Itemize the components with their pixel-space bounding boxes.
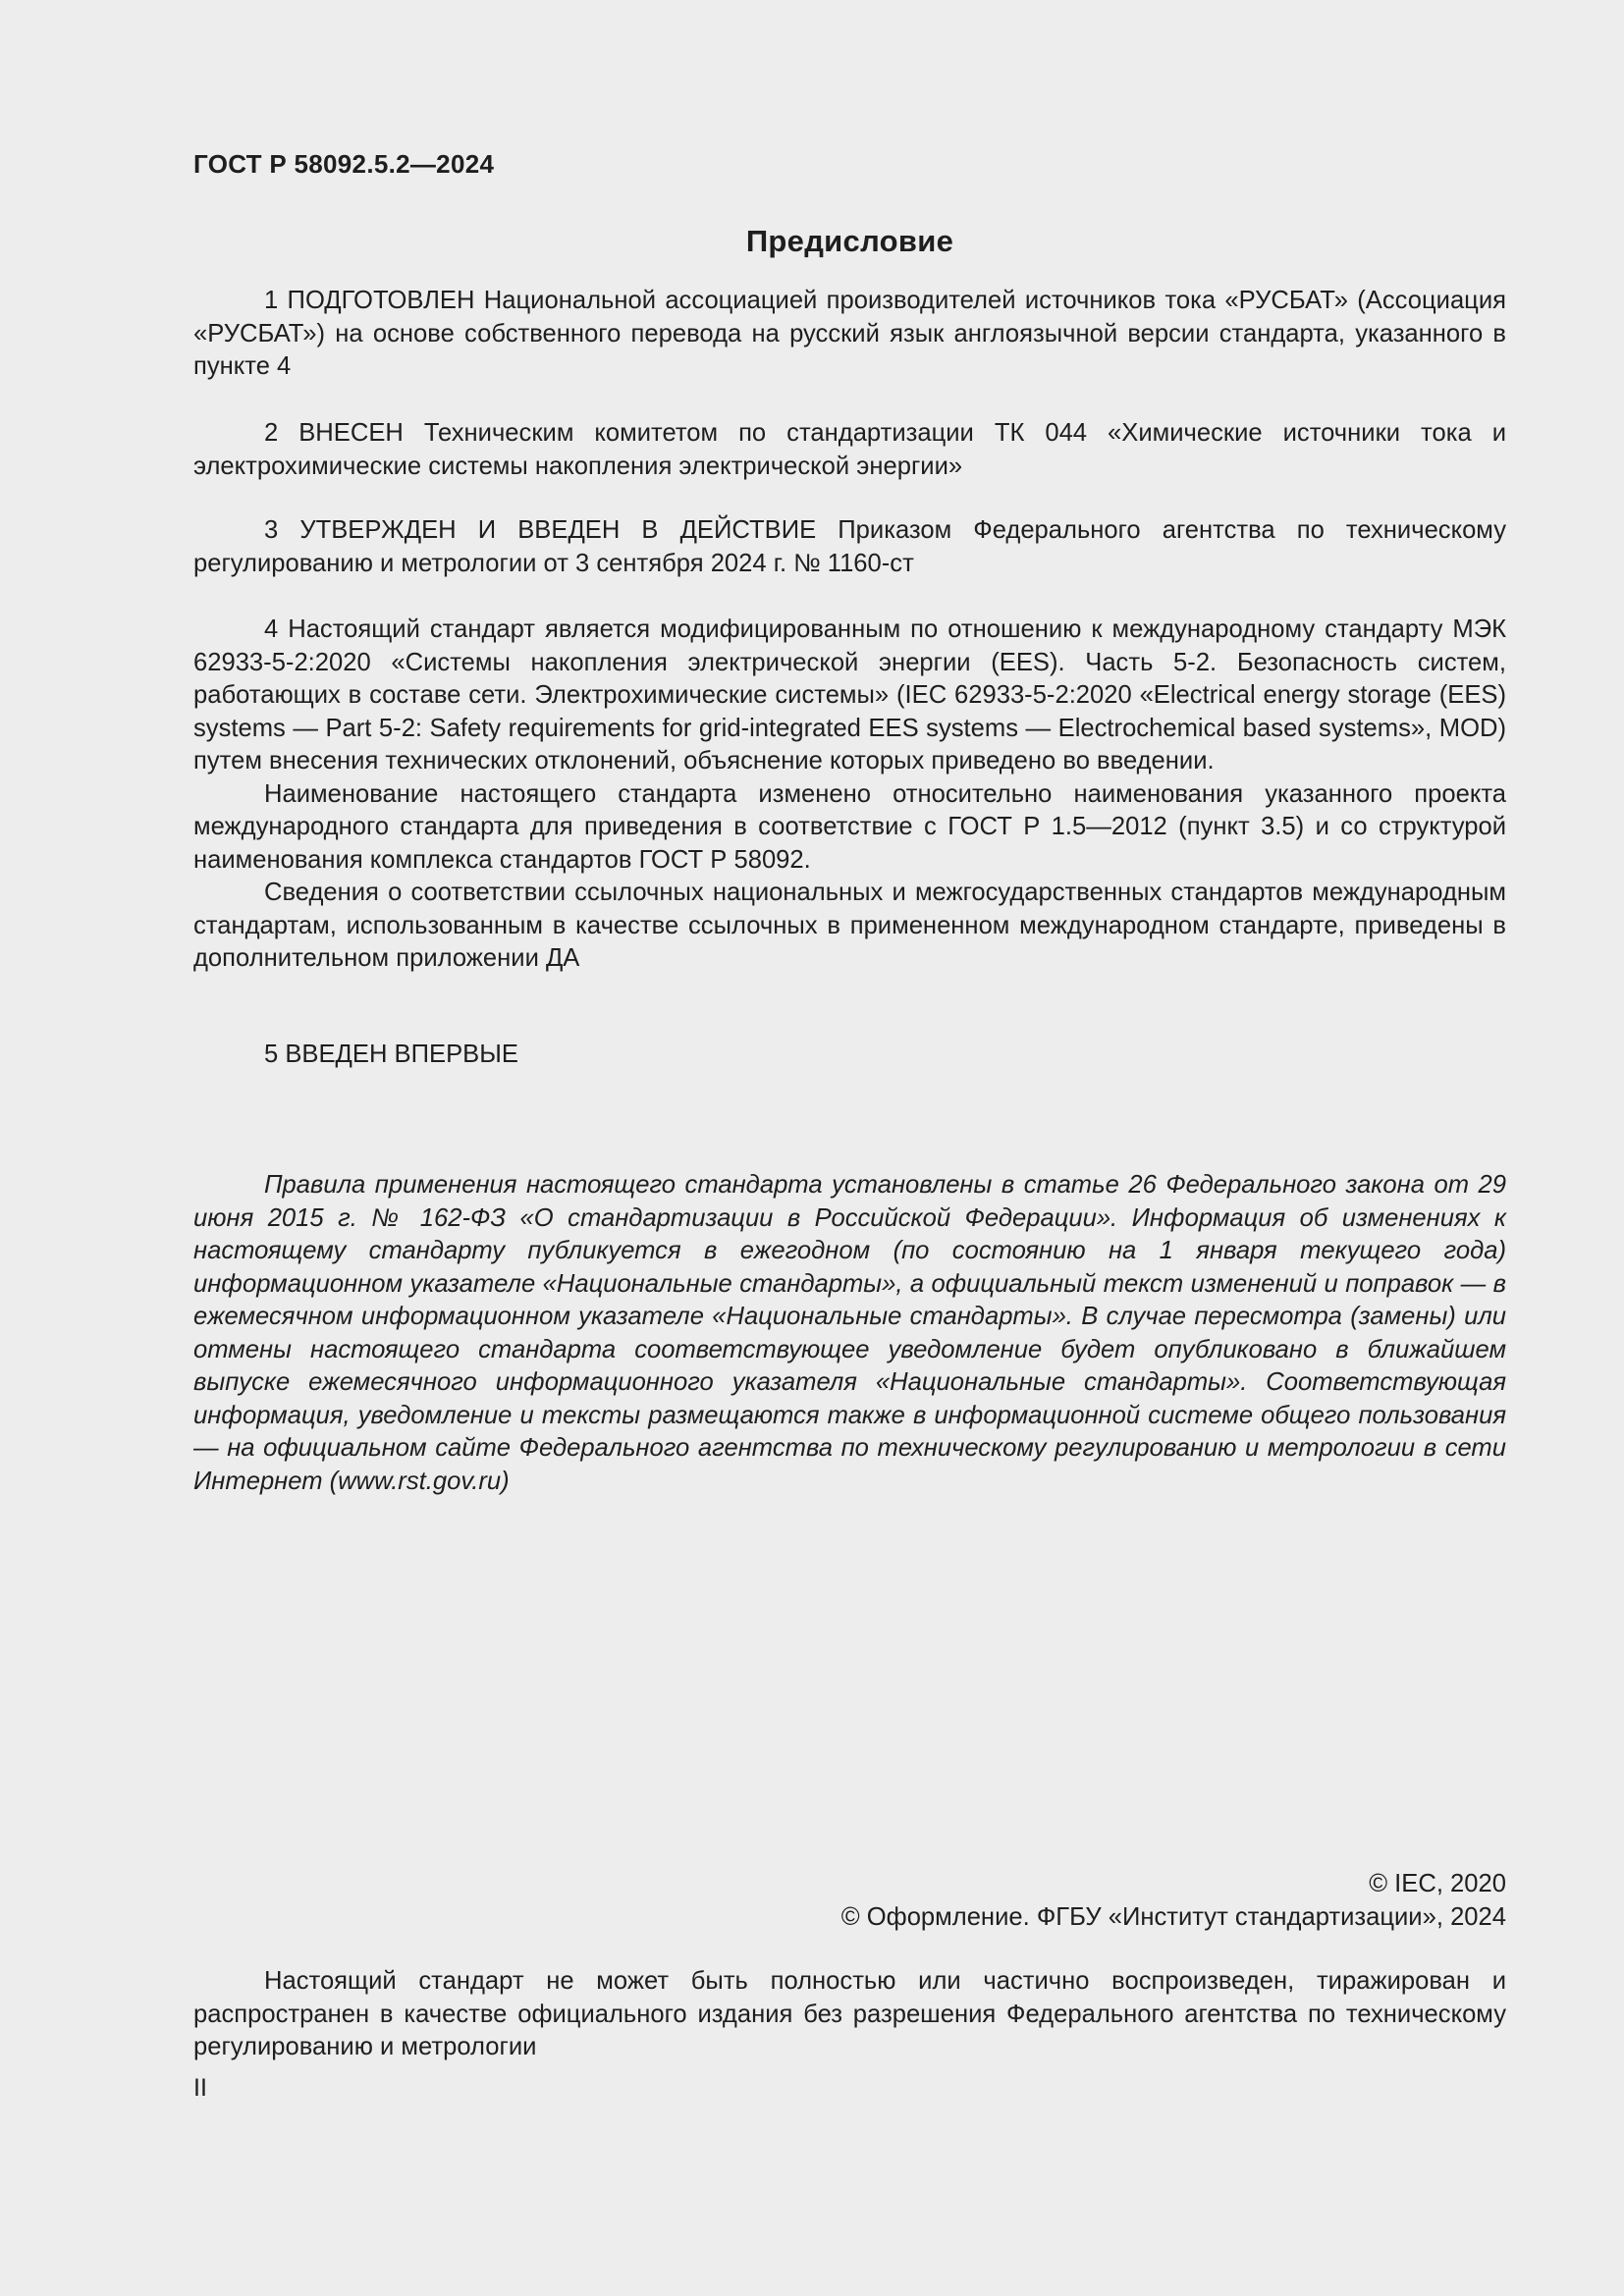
application-rules-notice [193, 1169, 1506, 1498]
copyright-block [193, 1868, 1506, 1934]
foreword-item-5 [193, 1039, 1506, 1072]
foreword-item-2-text: 2 ВНЕСЕН Техническим комитетом по стандартизации ТК 044 «Химические источники тока и электрохимические системы накопления электрической энергии» [193, 419, 1506, 480]
document-code-header: ГОСТ Р 58092.5.2—2024 [193, 149, 495, 179]
reproduction-notice-text: Настоящий стандарт не может быть полностью или частично воспроизведен, тиражирован и распространен в качестве официального издания без разрешения Федерального агентства по техническому регулированию и метрологии [193, 1967, 1506, 2060]
page-number: II [193, 2074, 207, 2102]
reproduction-notice [193, 1965, 1506, 2064]
foreword-item-2 [193, 417, 1506, 483]
foreword-item-1-text: 1 ПОДГОТОВЛЕН Национальной ассоциацией производителей источников тока «РУСБАТ» (Ассоциация «РУСБАТ») на основе собственного перевода на русский язык англоязычной версии стандарта, указанного в пункте 4 [193, 287, 1506, 380]
copyright-design: © Оформление. ФГБУ «Институт стандартизации», 2024 [840, 1902, 1506, 1931]
application-rules-text: Правила применения настоящего стандарта установлены в статье 26 Федерального закона от 29 июня 2015 г. № 162-ФЗ «О стандартизации в Российской Федерации». Информация об изменениях к настоящему стандарту публикуется в ежегодном (по состоянию на 1 января текущего года) информационном указателе «Национальные стандарты», а официальный текст изменений и поправок — в ежемесячном информационном указателе «Национальные стандарты». В случае пересмотра (замены) или отмены настоящего стандарта соответствующее уведомление будет опубликовано в ближайшем выпуске ежемесячного информационного указателя «Национальные стандарты». Соответствующая информация, уведомление и тексты размещаются также в информационной системе общего пользования — на официальном сайте Федерального агентства по техническому регулированию и метрологии в сети Интернет (www.rst.gov.ru) [193, 1171, 1506, 1495]
foreword-item-3-text: 3 УТВЕРЖДЕН И ВВЕДЕН В ДЕЙСТВИЕ Приказом Федерального агентства по техническому регулированию и метрологии от 3 сентября 2024 г. № 1160-ст [193, 516, 1506, 577]
page-title: Предисловие [745, 224, 954, 258]
foreword-item-1 [193, 285, 1506, 384]
foreword-item-4-paragraph-2: Наименование настоящего стандарта изменено относительно наименования указанного проекта международного стандарта для приведения в соответствие с ГОСТ Р 1.5—2012 (пункт 3.5) и со структурой наименования комплекса стандартов ГОСТ Р 58092. [193, 779, 1506, 874]
foreword-item-4 [193, 614, 1506, 976]
foreword-item-5-text: 5 ВВЕДЕН ВПЕРВЫЕ [264, 1041, 518, 1068]
copyright-iec: © IEC, 2020 [1369, 1870, 1506, 1897]
foreword-item-4-paragraph-1: 4 Настоящий стандарт является модифицированным по отношению к международному стандарту МЭК 62933-5-2:2020 «Системы накопления электрической энергии (EES). Часть 5-2. Безопасность систем, работающих в составе сети. Электрохимические системы» (IEC 62933-5-2:2020 «Electrical energy storage (EES) systems — Part 5-2: Safety requirements for grid-integrated EES systems — Electrochemical based systems», MOD) путем внесения технических отклонений, объяснение которых приведено во введении. [193, 615, 1506, 774]
document-page [193, 0, 1506, 2296]
foreword-item-4-paragraph-3: Сведения о соответствии ссылочных национальных и межгосударственных стандартов международным стандартам, использованным в качестве ссылочных в примененном международном стандарте, приведены в дополнительном приложении ДА [193, 879, 1506, 972]
foreword-item-3 [193, 514, 1506, 580]
